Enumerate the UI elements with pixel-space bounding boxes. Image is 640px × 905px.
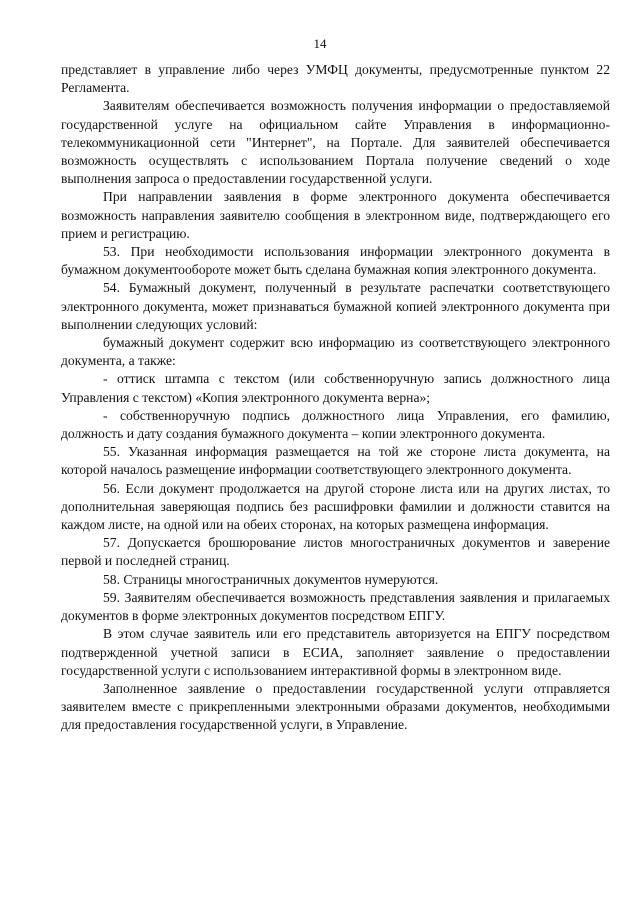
paragraph: - оттиск штампа с текстом (или собственноручную запись должностного лица Управления с текстом) «Копия электронного документа верна»; [61,371,610,405]
paragraph: представляет в управление либо через УМФЦ документы, предусмотренные пунктом 22 Регламента. [61,62,610,96]
paragraph: 56. Если документ продолжается на другой стороне листа или на других листах, то дополнительная заверяющая подпись без расшифровки фамилии и должности ставится на каждом листе, на одной или на обеих сторонах, на которых размещена информация. [61,480,610,533]
paragraph: Заявителям обеспечивается возможность получения информации о предоставляемой государственной услуге на официальном сайте Управления в информационно-телекоммуникационной сети "Интернет", на Портале. Для заявителей обеспечивается возможность осуществлять с использованием Портала получение сведений о ходе выполнения запроса о предоставлении государственной услуги. [61,98,610,187]
paragraph: 53. При необходимости использования информации электронного документа в бумажном документообороте может быть сделана бумажная копия электронного документа. [61,244,610,278]
paragraph: бумажный документ содержит всю информацию из соответствующего электронного документа, а также: [61,335,610,369]
paragraph: В этом случае заявитель или его представитель авторизуется на ЕПГУ посредством подтвержденной учетной записи в ЕСИА, заполняет заявление о предоставлении государственной услуги с использованием интерактивной формы в электронном виде. [61,626,610,678]
paragraph: 57. Допускается брошюрование листов многостраничных документов и заверение первой и последней страниц. [61,535,610,569]
paragraph: 58. Страницы многостраничных документов нумеруются. [103,571,439,587]
paragraph: При направлении заявления в форме электронного документа обеспечивается возможность направления заявителю сообщения в электронном виде, подтверждающего его прием и регистрацию. [61,189,610,241]
page-number: 14 [313,36,327,51]
paragraph: 55. Указанная информация размещается на той же стороне листа документа, на которой началось размещение информации соответствующего электронного документа. [61,444,610,478]
paragraph: 54. Бумажный документ, полученный в результате распечатки соответствующего электронного документа, может признаваться бумажной копией электронного документа при выполнении следующих условий: [61,280,610,332]
paragraph: - собственноручную подпись должностного лица Управления, его фамилию, должность и дату создания бумажного документа – копии электронного документа. [61,407,610,442]
paragraph: Заполненное заявление о предоставлении государственной услуги отправляется заявителем вместе с прикрепленными электронными образами документов, необходимыми для предоставления государственной услуги, в Управление. [61,680,610,733]
document-body [61,61,610,735]
paragraph: 59. Заявителям обеспечивается возможность представления заявления и прилагаемых документов в форме электронных документов посредством ЕПГУ. [61,589,610,624]
